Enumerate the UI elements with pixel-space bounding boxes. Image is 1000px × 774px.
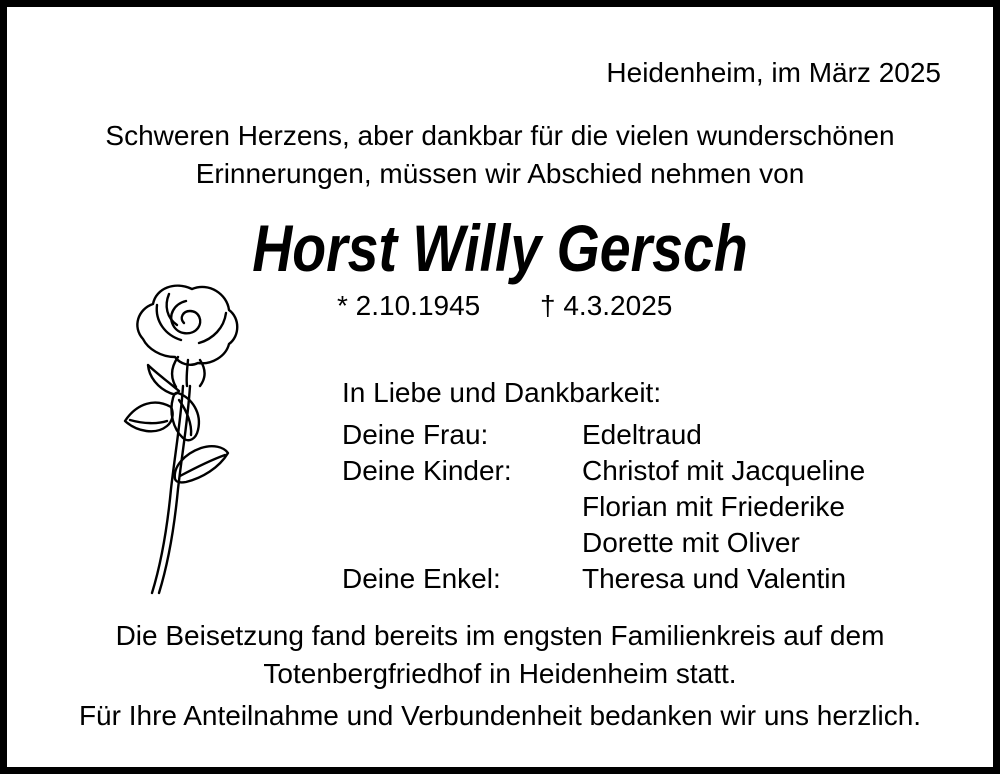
family-row-children-cont <box>342 525 865 561</box>
death-date: † 4.3.2025 <box>540 290 673 321</box>
rose-bloom-spiral <box>171 301 200 333</box>
intro-line-1: Schweren Herzens, aber dankbar für die vielen wunderschönen <box>105 120 895 151</box>
family-member-name: Edeltraud <box>582 419 702 450</box>
deceased-name <box>7 213 993 283</box>
family-row-children <box>342 453 865 489</box>
dateline: Heidenheim, im März 2025 <box>606 57 941 88</box>
family-row-wife <box>342 417 865 453</box>
rose-illustration <box>99 279 275 597</box>
family-member-name: Florian mit Friederike <box>582 491 845 522</box>
family-member-name: Christof mit Jacqueline <box>582 455 866 486</box>
family-relation-label-spacer <box>342 489 582 525</box>
tribute-heading: In Liebe und Dankbarkeit: <box>342 377 662 408</box>
family-row-grandchildren <box>342 561 865 597</box>
rose-leaf-left <box>125 403 173 432</box>
family-row-children-cont <box>342 489 865 525</box>
deceased-name-text: Horst Willy Gersch <box>252 211 748 285</box>
intro-text <box>7 117 993 193</box>
thanks-text: Für Ihre Anteilnahme und Verbundenheit bedanken wir uns herzlich. <box>78 700 922 731</box>
birth-date: * 2.10.1945 <box>337 290 481 321</box>
intro-line-2: Erinnerungen, müssen wir Abschied nehmen von <box>195 158 805 189</box>
burial-line-1: Die Beisetzung fand bereits im engsten Familienkreis auf dem <box>115 620 885 651</box>
family-relation-label: Deine Kinder: <box>342 455 512 486</box>
family-member-name: Dorette mit Oliver <box>582 527 800 558</box>
burial-line-2: Totenbergfriedhof in Heidenheim statt. <box>263 658 737 689</box>
family-relation-label: Deine Frau: <box>342 419 489 450</box>
family-relation-label: Deine Enkel: <box>342 563 501 594</box>
family-relation-label-spacer <box>342 525 582 561</box>
burial-text <box>7 617 993 693</box>
family-block <box>342 375 865 597</box>
family-member-name: Theresa und Valentin <box>582 563 847 594</box>
